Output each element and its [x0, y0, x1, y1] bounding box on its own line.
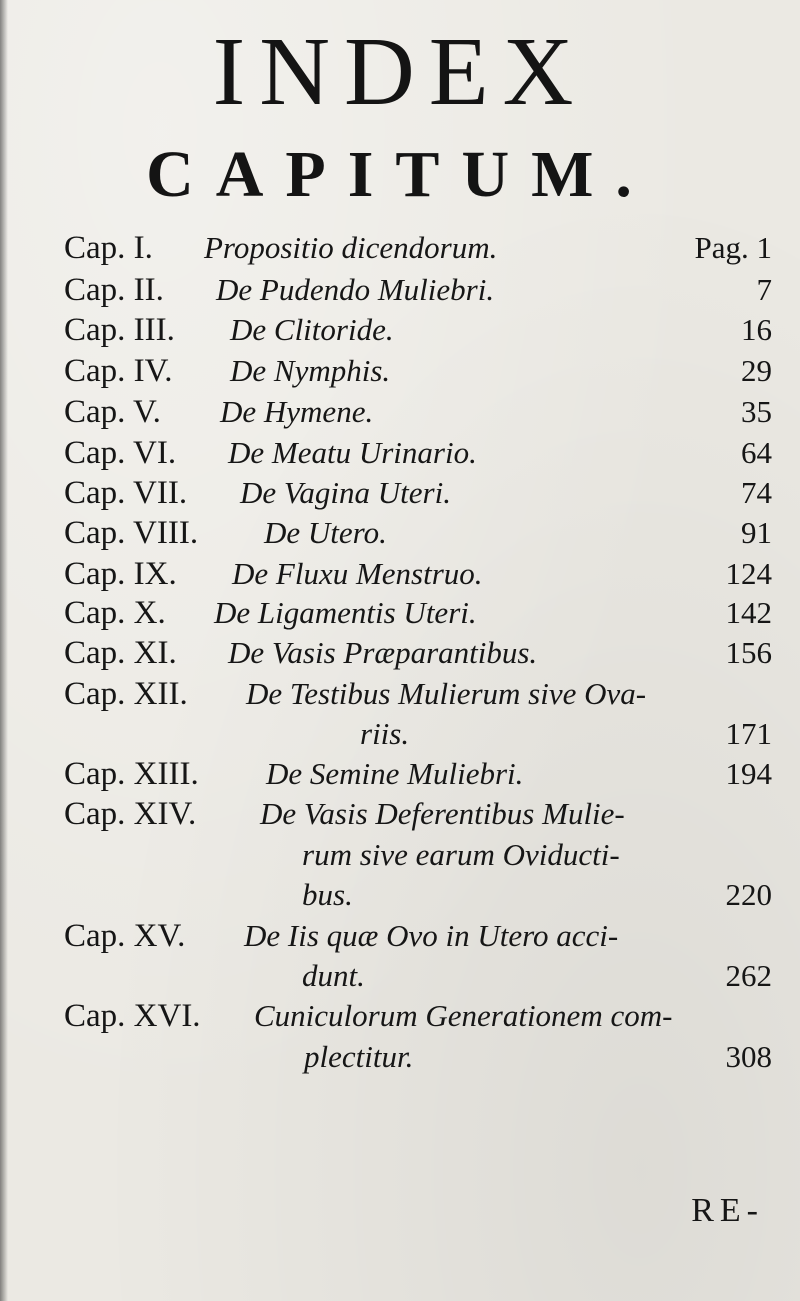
- page-number: 194: [725, 756, 772, 791]
- chapter-number: Cap. I.: [64, 230, 153, 266]
- chapter-title: De Iis quæ Ovo in Utero acci-: [244, 918, 619, 953]
- toc-entry-5: [64, 393, 772, 431]
- page-number: 74: [741, 475, 772, 510]
- chapter-title: De Hymene.: [220, 394, 374, 429]
- chapter-title-continuation: riis.: [360, 716, 410, 751]
- page-number: Pag. 1: [694, 230, 772, 265]
- toc-entry-16: [64, 997, 772, 1035]
- chapter-number: Cap. VIII.: [64, 515, 199, 551]
- chapter-number: Cap. VII.: [64, 475, 188, 511]
- toc-entry-7: [64, 474, 772, 512]
- chapter-number: Cap. V.: [64, 394, 161, 430]
- chapter-number: Cap. XV.: [64, 918, 186, 954]
- chapter-title-continuation: rum sive earum Oviducti-: [302, 837, 620, 872]
- toc-entry-1: [64, 229, 772, 267]
- chapter-number: Cap. XVI.: [64, 998, 201, 1034]
- index-heading: INDEX: [212, 18, 588, 126]
- catchword: RE-: [691, 1192, 764, 1229]
- chapter-title-continuation: bus.: [302, 877, 353, 912]
- toc-entry-2: [64, 271, 772, 309]
- chapter-title: De Clitoride.: [230, 312, 394, 347]
- chapter-number: Cap. X.: [64, 595, 166, 631]
- page-number: 7: [756, 272, 772, 307]
- toc-entry-8: [64, 514, 772, 552]
- toc-entry-14: [64, 795, 772, 833]
- toc-entry-14-continued: [64, 836, 772, 874]
- page-number: 35: [741, 394, 772, 429]
- page-number: 171: [725, 716, 772, 751]
- page-number: 262: [725, 958, 772, 993]
- page-number: 64: [741, 435, 772, 470]
- toc-entry-15-continued: [64, 957, 772, 995]
- toc-entry-12-continued: [64, 715, 772, 753]
- capitum-heading: CAPITUM.: [146, 138, 654, 211]
- toc-entry-10: [64, 594, 772, 632]
- chapter-title: De Testibus Mulierum sive Ova-: [246, 676, 647, 711]
- page-number: 16: [741, 312, 772, 347]
- chapter-title: De Utero.: [264, 515, 387, 550]
- chapter-title: De Pudendo Muliebri.: [216, 272, 495, 307]
- chapter-title: De Vagina Uteri.: [240, 475, 451, 510]
- chapter-number: Cap. XIII.: [64, 756, 199, 792]
- page-number: 91: [741, 515, 772, 550]
- chapter-title: De Nymphis.: [230, 353, 391, 388]
- chapter-number: Cap. XIV.: [64, 796, 197, 832]
- toc-entry-16-continued: [64, 1038, 772, 1076]
- chapter-number: Cap. IV.: [64, 353, 173, 389]
- toc-entry-3: [64, 311, 772, 349]
- chapter-title: De Ligamentis Uteri.: [214, 595, 477, 630]
- toc-entry-4: [64, 352, 772, 390]
- page-number: 156: [725, 635, 772, 670]
- page-number: 124: [725, 556, 772, 591]
- page-number: 29: [741, 353, 772, 388]
- toc-entry-11: [64, 634, 772, 672]
- chapter-number: Cap. II.: [64, 272, 164, 308]
- chapter-title-continuation: dunt.: [302, 958, 365, 993]
- page-number: 308: [725, 1039, 772, 1074]
- page-number: 220: [725, 877, 772, 912]
- chapter-number: Cap. XII.: [64, 676, 188, 712]
- toc-entry-13: [64, 755, 772, 793]
- toc-entry-15: [64, 917, 772, 955]
- chapter-title: De Vasis Deferentibus Mulie-: [260, 796, 625, 831]
- toc-entry-6: [64, 434, 772, 472]
- chapter-number: Cap. VI.: [64, 435, 177, 471]
- chapter-title-continuation: plectitur.: [304, 1039, 414, 1074]
- chapter-title: Propositio dicendorum.: [204, 230, 498, 265]
- chapter-title: De Meatu Urinario.: [228, 435, 477, 470]
- chapter-number: Cap. XI.: [64, 635, 177, 671]
- chapter-number: Cap. IX.: [64, 556, 177, 592]
- chapter-number: Cap. III.: [64, 312, 175, 348]
- chapter-title: De Vasis Præparantibus.: [228, 635, 538, 670]
- chapter-title: De Semine Muliebri.: [266, 756, 524, 791]
- toc-entry-9: [64, 555, 772, 593]
- chapter-title: Cuniculorum Generationem com-: [254, 998, 673, 1033]
- toc-entry-14-continued-2: [64, 876, 772, 914]
- toc-entry-12: [64, 675, 772, 713]
- page-number: 142: [725, 595, 772, 630]
- chapter-title: De Fluxu Menstruo.: [232, 556, 483, 591]
